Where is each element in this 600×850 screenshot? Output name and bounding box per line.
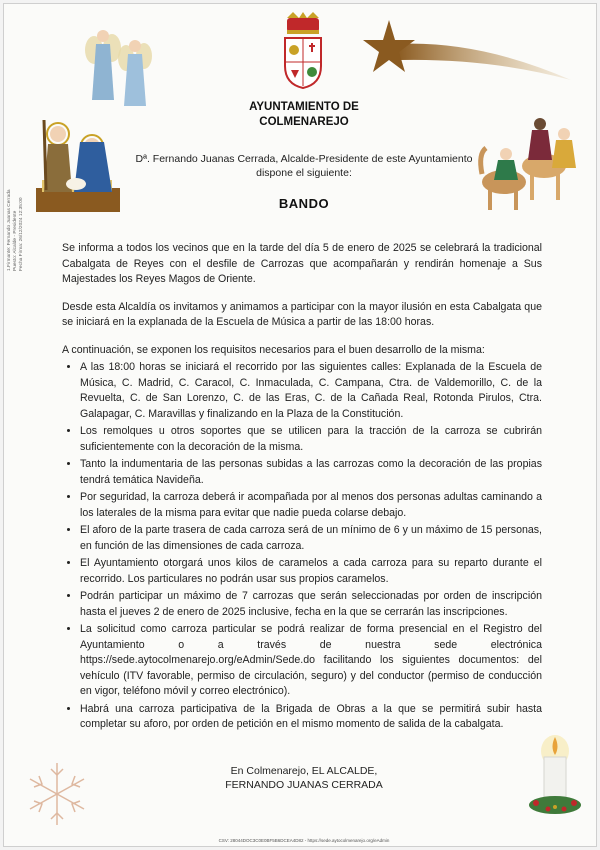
intro-line2: dispone el siguiente: <box>256 167 352 179</box>
requirement-item: • La solicitud como carroza particular se podrá realizar de forma presencial en el Registro del Ayuntamiento o a través de nuestra sede electrónica https://sede.aytocolmenarejo.org/eAdmin/Sede.do facilitando los siguientes documentos: del vehículo (ITV favorable, permiso de circulación, seguro) y del conductor (permiso de conducción en vigor, teléfono móvil y correo electrónico). <box>80 622 542 700</box>
requirements-list <box>62 360 542 733</box>
bando-title: BANDO <box>278 196 330 211</box>
requirement-item: • Tanto la indumentaria de las personas subidas a las carrozas como la decoración de las propias tendrá temática Navideña. <box>80 457 542 488</box>
org-title-line2: COLMENAREJO <box>259 116 349 128</box>
signer-line: 1.Firmante: Fernando Juanas Cerrada <box>7 189 12 271</box>
shooting-star-icon <box>359 18 574 88</box>
requirement-item: • El aforo de la parte trasera de cada carroza será de un mínimo de 6 y un máximo de 15 personas, en función de las dimensiones de cada carroza. <box>80 523 542 554</box>
organization-title <box>204 100 404 130</box>
document-body <box>62 241 542 735</box>
signature-side-text <box>7 111 25 271</box>
requirement-item: • Por seguridad, la carroza deberá ir acompañada por al menos dos personas adultas caminando a los laterales de la misma para evitar que nadie pueda colarse debajo. <box>80 490 542 521</box>
org-title-line1: AYUNTAMIENTO DE <box>249 101 359 113</box>
position-line: Puesto: Alcalde - Presidente <box>13 210 18 271</box>
paragraph-invitation: Desde esta Alcaldía os invitamos y animamos a participar con la mayor ilusión en esta Cabalgata que se iniciará en la explanada de la Escuela de Música a partir de las 18:00 horas. <box>62 300 542 328</box>
snowflake-icon <box>22 759 92 829</box>
signature-date-line: Fecha Firma: 26/12/2024 12:35:00 <box>19 197 24 271</box>
paragraph-announcement: Se informa a todos los vecinos que en la tarde del día 5 de enero de 2025 se celebrará la tradicional Cabalgata de Reyes con el desfile de Carrozas que acompañarán y rendirán homenaje a Sus Majestades los Reyes Magos de Oriente. <box>62 242 542 285</box>
angels-illustration <box>74 22 164 107</box>
coat-of-arms-icon <box>279 12 327 90</box>
footer-csv-code: CSV: 28044DOC3C0E0BF5B6DCEA4D82 - https://sede.aytocolmenarejo.org/eAdmin <box>218 838 390 843</box>
closing-line1: En Colmenarejo, EL ALCALDE, <box>230 765 378 777</box>
closing-line2: FERNANDO JUANAS CERRADA <box>225 779 383 791</box>
requirement-item: • El Ayuntamiento otorgará unos kilos de caramelos a cada carroza para su reparto durante el recorrido. Los particulares no podrán usar sus propios caramelos. <box>80 556 542 587</box>
paragraph-requirements-intro: A continuación, se exponen los requisitos necesarios para el buen desarrollo de la misma: <box>62 343 485 356</box>
candle-icon <box>524 729 586 819</box>
intro-line1: Dª. Fernando Juanas Cerrada, Alcalde-Presidente de este Ayuntamiento <box>135 153 473 165</box>
requirement-item: • A las 18:00 horas se iniciará el recorrido por las siguientes calles: Explanada de la Escuela de Música, C. Madrid, C. Caracol, C. Inmaculada, C. Campana, Ctra. de Valdemorillo, C. de la Revuelta, C. de San Lorenzo, C. de las Eras, C. de la Cañada Real, Rotonda Pirulos, Ctra. Galapagar, C. Maravillas y finalizando en la Plaza de la Constitución. <box>80 360 542 422</box>
document-page <box>3 3 597 847</box>
requirement-item: • Podrán participar un máximo de 7 carrozas que serán seleccionadas por orden de inscripción hasta el jueves 2 de enero de 2025 inclusive, fecha en la que se cerrarán las inscripciones. <box>80 589 542 620</box>
requirement-item: • Habrá una carroza participativa de la Brigada de Obras a la que se permitirá subir hasta completar su aforo, por orden de petición en el mismo momento de salida de la cabalgata. <box>80 702 542 733</box>
intro-text <box>114 152 494 180</box>
requirement-item: • Los remolques u otros soportes que se utilicen para la tracción de la carroza se cubrirán suficientemente con la decoración de la misma. <box>80 424 542 455</box>
closing-signature <box>204 764 404 792</box>
nativity-illustration <box>32 114 124 214</box>
